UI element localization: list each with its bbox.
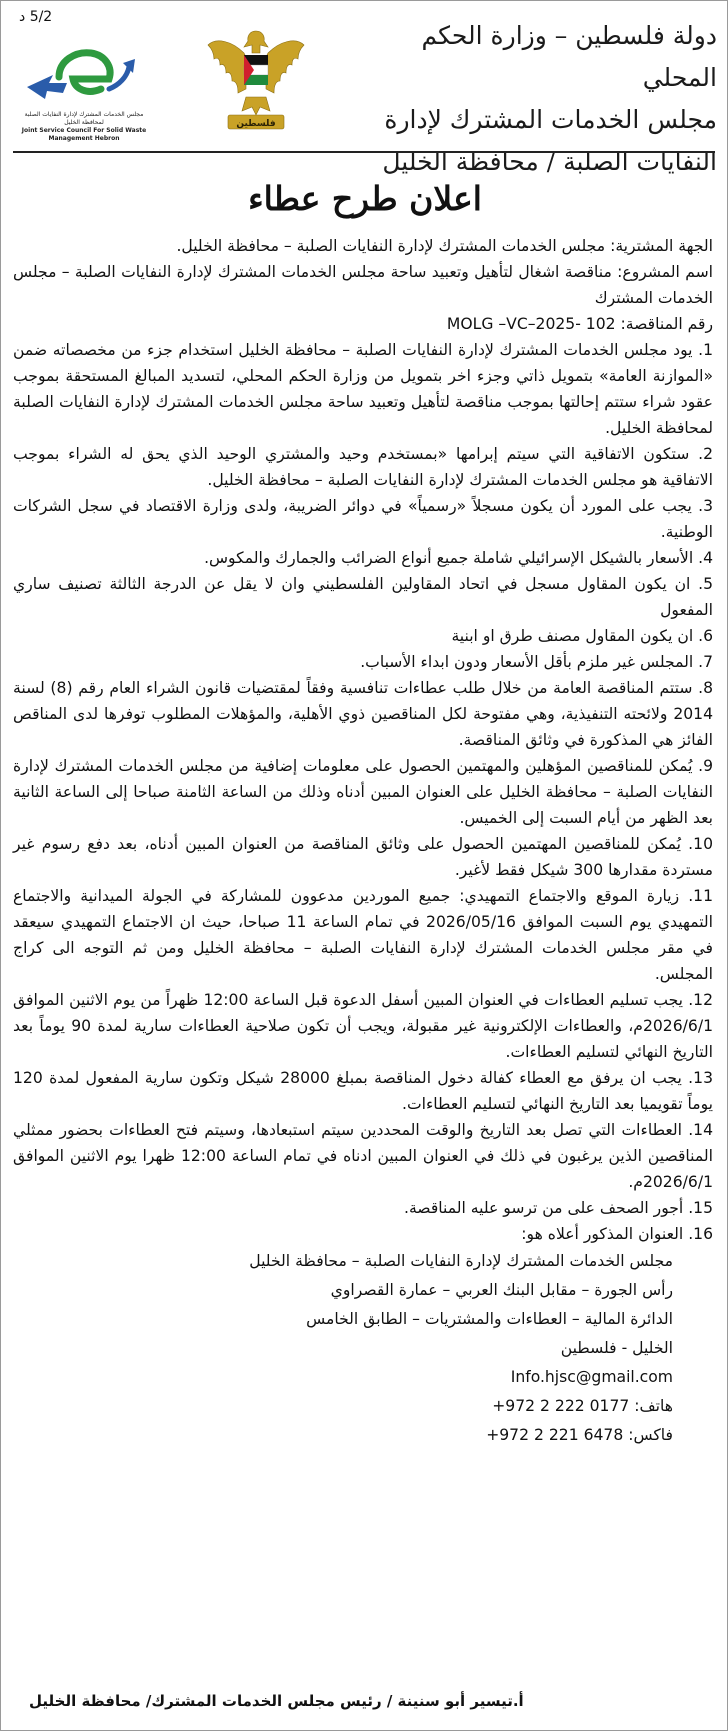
fax-line: [13, 1421, 673, 1450]
phone-line: [13, 1392, 673, 1421]
announcement-body: [13, 233, 713, 1450]
logo-caption-english: Joint Service Council For Solid Waste Management Hebron: [21, 127, 147, 142]
tender-number-value: MOLG –VC–2025- 102: [446, 315, 616, 333]
address-line-2: رأس الجورة – مقابل البنك العربي – عمارة القصراوي: [330, 1281, 673, 1299]
clause-8: 8. ستتم المناقصة العامة من خلال طلب عطاءات تنافسية وفقاً لمقتضيات قانون الشراء العام رقم (8) لسنة 2014 ولائحته التنفيذية، وهي مفتوحة لكل المناقصين ذوي الأهلية، والمؤهلات المطلوب توفرها لدى المناقص الفائز هي المذكورة في وثائق المناقصة.: [13, 679, 713, 749]
clause-14: 14. العطاءات التي تصل بعد التاريخ والوقت المحددين سيتم استبعادها، وسيتم فتح العطاءات بحضور ممثلي المناقصين الذين يرغبون في ذلك في العنوان المبين ادناه في تمام الساعة 12:00 ظهرا يوم الاثنين الموافق 2026/6/1م.: [13, 1121, 713, 1191]
project-line: اسم المشروع: مناقصة اشغال لتأهيل وتعبيد ساحة مجلس الخدمات المشترك لإدارة النفايات الصلبة – مجلس الخدمات المشترك: [13, 263, 713, 307]
issuer-header: [357, 15, 717, 183]
issuer-line-2: مجلس الخدمات المشترك لإدارة: [384, 105, 717, 134]
clause-3: 3. يجب على المورد أن يكون مسجلاً «رسمياً» في دوائر الضريبة، ولدى وزارة الاقتصاد في سجل الشركات الوطنية.: [13, 497, 713, 541]
fax-number: +972 2 221 6478: [486, 1426, 624, 1444]
buyer-line: الجهة المشترية: مجلس الخدمات المشترك لإدارة النفايات الصلبة – محافظة الخليل.: [176, 237, 713, 255]
phone-number: +972 2 222 0177: [492, 1397, 630, 1415]
clause-2: 2. ستكون الاتفاقية التي سيتم إبرامها «بمستخدم وحيد والمشتري الوحيد الذي يحق له الشراء بموجب الاتفاقية هو مجلس الخدمات المشترك لإدارة النفايات الصلبة – محافظة الخليل.: [13, 445, 713, 489]
address-line-4: الخليل - فلسطين: [560, 1339, 673, 1357]
clause-4: 4. الأسعار بالشيكل الإسرائيلي شاملة جميع أنواع الضرائب والجمارك والمكوس.: [204, 549, 713, 567]
announcement-title: اعلان طرح عطاء: [248, 179, 482, 218]
issuer-line-3: النفايات الصلبة / محافظة الخليل: [382, 147, 717, 176]
clause-1: 1. يود مجلس الخدمات المشترك لإدارة النفايات الصلبة – محافظة الخليل استخدام جزء من مخصصاته ضمن «الموازنة العامة» بتمويل ذاتي وجزء اخر بتمويل من وزارة الحكم المحلي، لتسديد المبالغ المستحقة بموجب عقود شراء ستتم إحالتها بموجب مناقصة لتأهيل وتعبيد ساحة مجلس الخدمات المشترك لإدارة النفايات الصلبة لمحافظة الخليل.: [13, 341, 713, 437]
page-reference: 5/2 د: [19, 9, 53, 25]
address-line-3: الدائرة المالية – العطاءات والمشتريات – الطابق الخامس: [306, 1310, 673, 1328]
clause-13: 13. يجب ان يرفق مع العطاء كفالة دخول المناقصة بمبلغ 28000 شيكل وتكون سارية المفعول لمدة 120 يوماً تقويميا بعد التاريخ النهائي لتسليم العطاءات.: [13, 1069, 713, 1113]
email-line: [13, 1363, 673, 1392]
email-address[interactable]: Info.hjsc@gmail.com: [510, 1368, 673, 1386]
clause-6: 6. ان يكون المقاول مصنف طرق او ابنية: [451, 627, 713, 645]
recycle-e-logo-icon: [19, 47, 149, 109]
clause-11: 11. زيارة الموقع والاجتماع التمهيدي: جميع الموردين مدعوون للمشاركة في الجولة الميدانية والاجتماع التمهيدي يوم السبت الموافق 2026/05/16 في تمام الساعة 11 صباحا، حيث ان الاجتماع التمهيدي سيعقد في مقر مجلس الخدمات المشترك لإدارة النفايات الصلبة – محافظة الخليل ومن ثم التوجه الى كراج المجلس.: [13, 887, 713, 983]
logo-caption: [19, 111, 149, 143]
tender-number-line: [13, 311, 713, 337]
palestine-eagle-emblem-icon: [206, 23, 306, 135]
header-divider: [13, 151, 715, 153]
fax-label: فاكس:: [628, 1426, 673, 1444]
clause-9: 9. يُمكن للمناقصين المؤهلين والمهتمين الحصول على معلومات إضافية من مجلس الخدمات المشترك لإدارة النفايات الصلبة – محافظة الخليل على العنوان المبين أدناه وذلك من الساعة الثامنة صباحا إلى الساعة الثانية بعد الظهر من أيام السبت إلى الخميس.: [13, 757, 713, 827]
clause-5: 5. ان يكون المقاول مسجل في اتحاد المقاولين الفلسطيني وان لا يقل عن الدرجة الثالثة تصنيف ساري المفعول: [13, 575, 713, 619]
clause-15: 15. أجور الصحف على من ترسو عليه المناقصة.: [403, 1199, 713, 1217]
tender-number-label: رقم المناقصة:: [620, 315, 713, 333]
address-block: [13, 1247, 713, 1450]
clause-10: 10. يُمكن للمناقصين المهتمين الحصول على وثائق المناقصة من العنوان المبين أدناه، بعد دفع رسوم غير مستردة مقدارها 300 شيكل فقط لأغير.: [13, 835, 713, 879]
signature-line: أ.تيسير أبو سنينة / رئيس مجلس الخدمات المشترك/ محافظة الخليل: [29, 1692, 524, 1710]
emblem-label: فلسطين: [236, 119, 276, 129]
clause-12: 12. يجب تسليم العطاءات في العنوان المبين أسفل الدعوة قبل الساعة 12:00 ظهراً من يوم الاثنين الموافق 2026/6/1م، والعطاءات الإلكترونية غير مقبولة، ويجب أن تكون صلاحية العطاءات سارية لمدة 90 يوماً بعد التاريخ النهائي لتسليم العطاءات.: [13, 991, 713, 1061]
logo-caption-arabic: مجلس الخدمات المشترك لإدارة النفايات الصلبة لمحافظة الخليل: [24, 111, 144, 126]
clause-16: 16. العنوان المذكور أعلاه هو:: [521, 1225, 713, 1243]
council-logo: [19, 47, 149, 142]
clause-7: 7. المجلس غير ملزم بأقل الأسعار ودون ابداء الأسباب.: [360, 653, 713, 671]
address-line-1: مجلس الخدمات المشترك لإدارة النفايات الصلبة – محافظة الخليل: [249, 1252, 673, 1270]
phone-label: هاتف:: [634, 1397, 673, 1415]
issuer-line-1: دولة فلسطين – وزارة الحكم المحلي: [421, 21, 717, 92]
